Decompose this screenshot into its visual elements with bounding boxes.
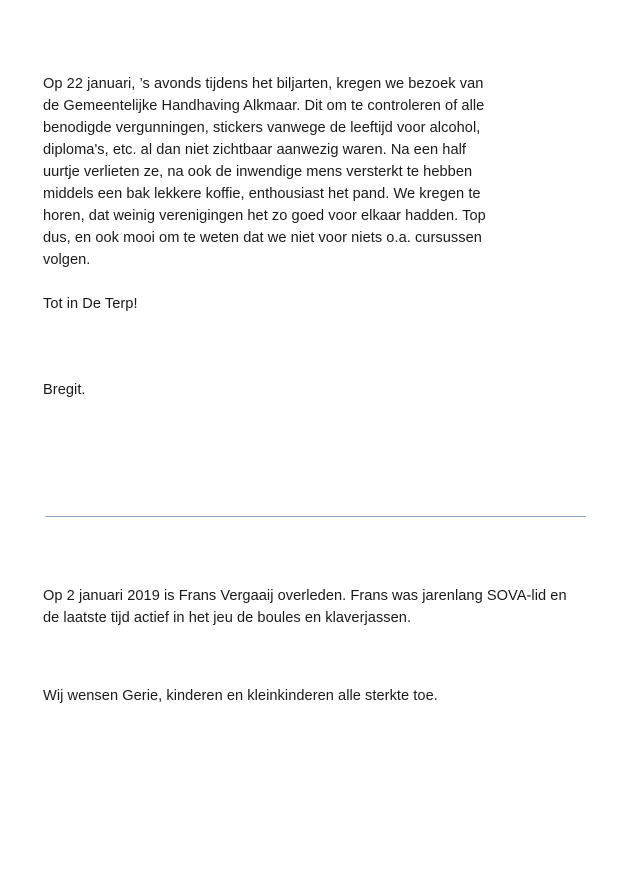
closing-line bbox=[43, 293, 588, 315]
paragraph-line: dus, en ook mooi om te weten dat we niet voor niets o.a. cursussen bbox=[43, 230, 482, 246]
closing-text: Tot in De Terp! bbox=[43, 296, 138, 312]
paragraph-line: Op 22 januari, ’s avonds tijdens het biljarten, kregen we bezoek van bbox=[43, 76, 484, 92]
paragraph-line: Op 2 januari 2019 is Frans Vergaaij overleden. Frans was jarenlang SOVA-lid en bbox=[43, 588, 567, 604]
paragraph-line: benodigde vergunningen, stickers vanwege de leeftijd voor alcohol, bbox=[43, 120, 481, 136]
article-inspection-paragraph bbox=[43, 73, 588, 271]
paragraph-line: middels een bak lekkere koffie, enthousiast het pand. We kregen te bbox=[43, 186, 481, 202]
paragraph-line: horen, dat weinig verenigingen het zo goed voor elkaar hadden. Top bbox=[43, 208, 486, 224]
paragraph-line: uurtje verlieten ze, na ook de inwendige mens versterkt te hebben bbox=[43, 164, 473, 180]
condolence-paragraph bbox=[43, 685, 588, 707]
paragraph-line: de laatste tijd actief in het jeu de boules en klaverjassen. bbox=[43, 610, 412, 626]
signature-text: Bregit. bbox=[43, 382, 86, 398]
article-obituary-paragraph bbox=[43, 585, 588, 629]
paragraph-line: de Gemeentelijke Handhaving Alkmaar. Dit om te controleren of alle bbox=[43, 98, 485, 114]
condolence-text: Wij wensen Gerie, kinderen en kleinkinderen alle sterkte toe. bbox=[43, 688, 438, 704]
paragraph-line: volgen. bbox=[43, 252, 91, 268]
section-divider bbox=[45, 516, 586, 517]
signature bbox=[43, 379, 588, 401]
paragraph-line: diploma's, etc. al dan niet zichtbaar aanwezig waren. Na een half bbox=[43, 142, 467, 158]
